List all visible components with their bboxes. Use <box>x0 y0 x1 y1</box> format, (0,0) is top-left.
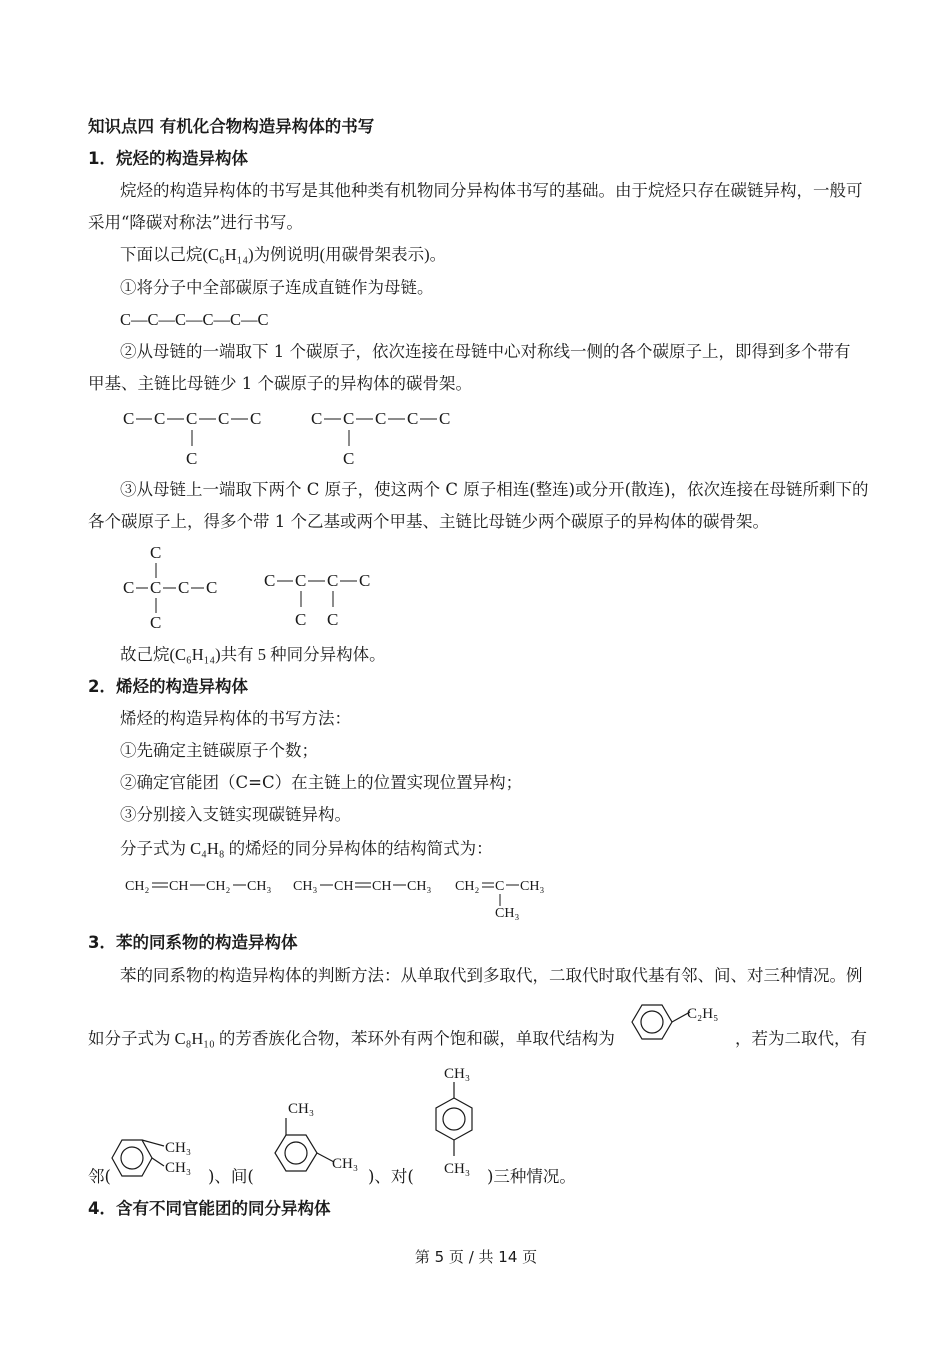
atom: C <box>327 571 339 590</box>
alkane-conclusion: 故己烷(C₆H₁₄)共有 5 种同分异构体。 <box>120 645 386 664</box>
section-title: 知识点四 有机化合物构造异构体的书写 <box>88 117 375 136</box>
group: CH₃ <box>444 1161 471 1177</box>
group: CH₃ <box>407 879 432 894</box>
benzene-para-1: 苯的同系物的构造异构体的判断方法：从单取代到多取代，二取代时取代基有邻、间、对三种情况。例 <box>120 966 863 985</box>
group: CH₂ <box>455 879 480 894</box>
alkane-para-1a: 烷烃的构造异构体的书写是其他种类有机物同分异构体书写的基础。由于烷烃只存在碳链异构，一般可 <box>120 181 863 200</box>
group: CH₃ <box>165 1160 192 1176</box>
atom: C <box>327 610 339 629</box>
ortho-label: 邻( <box>88 1167 111 1186</box>
atom: C <box>150 543 162 562</box>
heading-functional-group-isomers: 4．含有不同官能团的同分异构体 <box>88 1199 331 1218</box>
atom: C <box>206 578 218 597</box>
atom: C <box>495 879 505 894</box>
atom: C <box>439 409 451 428</box>
alkane-step-3a: ③从母链上一端取下两个 C 原子，使这两个 C 原子相连(整连)或分开(散连)，依次连接在母链所剩下的 <box>120 480 869 499</box>
group: CH₂ <box>125 879 150 894</box>
benzene-para-2b: ，若为二取代，有 <box>735 1029 867 1048</box>
group: CH <box>372 879 392 894</box>
alkene-step-1: ①先确定主链碳原子个数； <box>120 741 318 760</box>
group: CH₃ <box>165 1140 192 1156</box>
p-xylene-structure <box>436 1066 472 1177</box>
alkane-step-2a: ②从母链的一端取下 1 个碳原子，依次连接在母链中心对称线一侧的各个碳原子上，即得到多个带有 <box>120 342 851 361</box>
group: CH₃ <box>444 1066 471 1082</box>
three-cases-tail: )三种情况。 <box>487 1167 576 1186</box>
alkene-formula-line: 分子式为 C₄H₈ 的烯烃的同分异构体的结构简式为： <box>120 839 493 858</box>
benzene-para-2a: 如分子式为 C₈H₁₀ 的芳香族化合物，苯环外有两个饱和碳，单取代结构为 <box>88 1029 615 1048</box>
atom: C <box>186 409 198 428</box>
atom: C <box>295 610 307 629</box>
straight-chain: C—C—C—C—C—C <box>120 310 269 329</box>
alkane-para-1b: 采用“降碳对称法”进行书写。 <box>88 213 303 232</box>
atom: C <box>343 449 355 468</box>
heading-alkene: 2．烯烃的构造异构体 <box>88 677 248 696</box>
group: CH₃ <box>332 1156 359 1172</box>
heading-benzene-homologs: 3．苯的同系物的构造异构体 <box>88 933 298 952</box>
alkane-step-3b: 各个碳原子上，得多个带 1 个乙基或两个甲基、主链比母链少两个碳原子的异构体的碳骨架。 <box>88 512 769 531</box>
atom: C <box>375 409 387 428</box>
alkene-intro: 烯烃的构造异构体的书写方法： <box>120 709 351 728</box>
group: C₂H₅ <box>687 1006 719 1022</box>
atom: C <box>178 578 190 597</box>
alkane-para-2: 下面以己烷(C₆H₁₄)为例说明(用碳骨架表示)。 <box>120 245 447 264</box>
alkene-step-3: ③分别接入支链实现碳链异构。 <box>120 805 351 824</box>
atom: C <box>186 449 198 468</box>
group: CH₃ <box>520 879 545 894</box>
atom: C <box>150 613 162 632</box>
atom: C <box>407 409 419 428</box>
atom: C <box>150 578 162 597</box>
page-footer: 第 5 页 / 共 14 页 <box>414 1248 538 1266</box>
para-label: )、对( <box>368 1167 414 1186</box>
m-xylene-structure <box>275 1101 358 1172</box>
atom: C <box>295 571 307 590</box>
atom: C <box>264 571 276 590</box>
atom: C <box>343 409 355 428</box>
group: CH₃ <box>293 879 318 894</box>
alkane-step-1: ①将分子中全部碳原子连成直链作为母链。 <box>120 278 434 297</box>
atom: C <box>123 578 135 597</box>
atom: C <box>250 409 262 428</box>
group: CH <box>334 879 354 894</box>
atom: C <box>311 409 323 428</box>
alkene-step-2: ②确定官能团（C=C）在主链上的位置实现位置异构； <box>120 773 523 792</box>
atom: C <box>123 409 135 428</box>
group: CH₃ <box>495 906 520 921</box>
atom: C <box>359 571 371 590</box>
heading-alkane: 1．烷烃的构造异构体 <box>88 149 248 168</box>
atom: C <box>218 409 230 428</box>
group: CH₃ <box>288 1101 315 1117</box>
meta-label: )、间( <box>208 1167 254 1186</box>
group: CH₂ <box>206 879 231 894</box>
o-xylene-structure <box>112 1140 191 1176</box>
group: CH <box>169 879 189 894</box>
atom: C <box>154 409 166 428</box>
ethylbenzene-structure <box>632 1005 718 1039</box>
group: CH₃ <box>247 879 272 894</box>
alkane-step-2b: 甲基、主链比母链少 1 个碳原子的异构体的碳骨架。 <box>88 374 472 393</box>
